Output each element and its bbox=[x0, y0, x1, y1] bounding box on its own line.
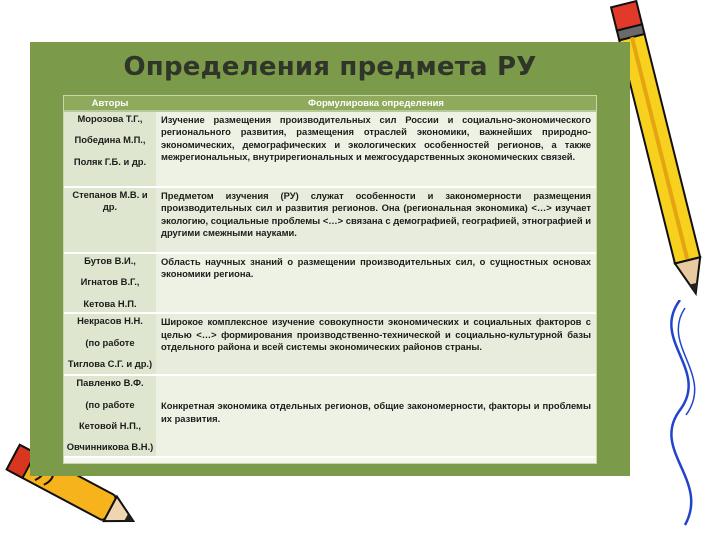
definition-cell: Широкое комплексное изучение совокупности экономических и социальных факторов с целью <…> формирования производственно-технической и социально-культурной базы отдельного района и всей системы экономических районов страны. bbox=[156, 313, 596, 375]
author-name: Победина М.П., bbox=[74, 134, 146, 146]
slide-content bbox=[30, 42, 630, 476]
authors-cell bbox=[64, 253, 156, 313]
author-name: (по работе bbox=[85, 336, 135, 348]
table-row bbox=[64, 187, 596, 253]
author-name: Игнатов В.Г., bbox=[80, 276, 140, 288]
definition-cell: Конкретная экономика отдельных регионов, общие закономерности, факторы и проблемы их развития. bbox=[156, 375, 596, 457]
definitions-table-container bbox=[63, 95, 597, 464]
definition-cell: Изучение размещения производительных сил России и социально-экономического регионального развития, размещения отраслей экономики, важнейших природно-экономических, демографических и экологических особенностей регионов, а также межрегиональных, внутрирегиональных и межгосударственных экономических связей. bbox=[156, 111, 596, 187]
table-row bbox=[64, 375, 596, 457]
slide-title: Определения предмета РУ bbox=[123, 52, 537, 82]
column-header-definition: Формулировка определения bbox=[156, 96, 596, 111]
author-name: Павленко В.Ф. bbox=[76, 377, 144, 389]
author-name: Кетова Н.П. bbox=[83, 297, 137, 309]
squiggle-decoration bbox=[640, 300, 720, 530]
author-name: Тиглова С.Г. и др.) bbox=[67, 358, 153, 370]
author-name: Морозова Т.Г., bbox=[77, 113, 143, 124]
authors-cell bbox=[64, 187, 156, 253]
table-row bbox=[64, 111, 596, 187]
table-row bbox=[64, 253, 596, 313]
definition-cell: Область научных знаний о размещении производительных сил, о сущностных основах экономики региона. bbox=[156, 253, 596, 313]
author-name: Степанов М.В. и др. bbox=[72, 189, 148, 213]
definitions-table bbox=[64, 96, 596, 458]
table-header-row bbox=[64, 96, 596, 111]
author-name: Кетовой Н.П., bbox=[78, 420, 142, 432]
author-name: (по работе bbox=[85, 398, 135, 410]
author-name: Поляк Г.Б. и др. bbox=[73, 155, 147, 167]
authors-cell bbox=[64, 313, 156, 375]
table-row bbox=[64, 313, 596, 375]
authors-cell bbox=[64, 375, 156, 457]
author-name: Некрасов Н.Н. bbox=[77, 315, 143, 327]
definition-cell: Предметом изучения (РУ) служат особенности и закономерности размещения производительных сил и развития регионов. Она (региональная экономика) <…> изучает экологию, социальные проблемы <…> связана с демографией, географией, этнографией и другими смежными науками. bbox=[156, 187, 596, 253]
author-name: Бутов В.И., bbox=[84, 255, 136, 266]
column-header-authors: Авторы bbox=[64, 96, 156, 111]
authors-cell bbox=[64, 111, 156, 187]
author-name: Овчинникова В.Н.) bbox=[66, 441, 154, 453]
